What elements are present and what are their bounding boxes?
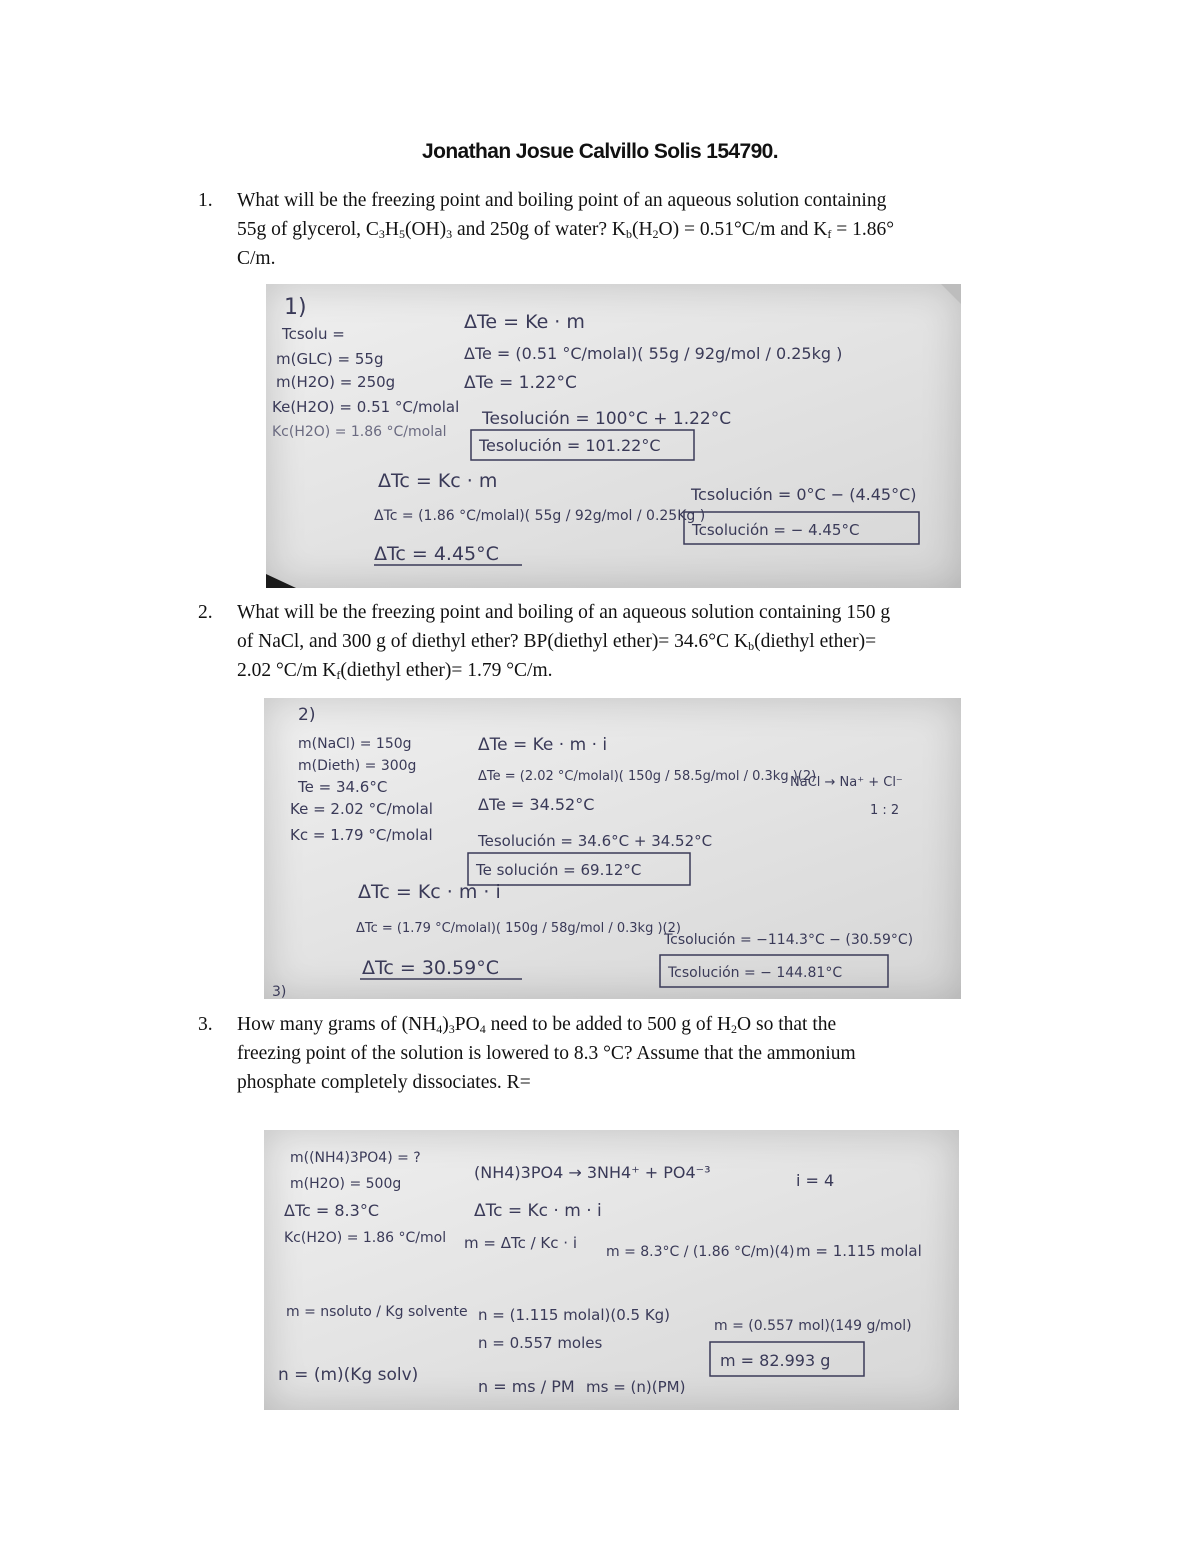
hw-line: m = ΔTc / Kc · i — [464, 1234, 577, 1252]
hw-line: n = 0.557 moles — [478, 1334, 603, 1352]
question-text — [237, 186, 1038, 273]
hw-line: Tesolución = 34.6°C + 34.52°C — [478, 832, 713, 850]
hw-line: n = (m)(Kg solv) — [278, 1365, 419, 1385]
hw-line: ΔTc = (1.79 °C/molal)( 150g / 58g/mol / 0.3kg )(2) — [356, 921, 681, 936]
question-line: C/m. — [237, 248, 276, 269]
hw-line: 1) — [284, 295, 307, 320]
question-line: 2.02 °C/m $K_f(diethyl$ ether)= 1.79 °C/m. — [237, 660, 553, 682]
hw-line: 3) — [272, 984, 287, 999]
question-line: freezing point of the solution is lowered to 8.3 °C? Assume that the ammonium — [237, 1043, 856, 1064]
hw-line: 1 : 2 — [870, 803, 900, 818]
question-2 — [198, 598, 1038, 685]
hw-line: m = nsoluto / Kg solvente — [286, 1304, 468, 1320]
hw-line: ΔTc = Kc · m · i — [358, 881, 501, 903]
hw-line: m((NH4)3PO4) = ? — [290, 1150, 421, 1166]
hw-line: m(H2O) = 500g — [290, 1176, 402, 1192]
hw-line: n = (1.115 molal)(0.5 Kg) — [478, 1306, 671, 1324]
hw-line: Tcsolución = −114.3°C − (30.59°C) — [664, 932, 914, 948]
hw-line: Ke = 2.02 °C/molal — [290, 800, 433, 818]
hw-line: m(GLC) = 55g — [276, 350, 384, 368]
hw-line: ΔTe = Ke · m — [464, 311, 585, 333]
hw-line: Tesolución = 101.22°C — [479, 436, 661, 455]
hw-line: m = 8.3°C / (1.86 °C/m)(4) — [606, 1244, 795, 1260]
hw-line: n = ms / PM — [478, 1377, 575, 1396]
hw-line: ΔTc = (1.86 °C/molal)( 55g / 92g/mol / 0.25Kg ) — [374, 508, 706, 524]
hw-line: Kc(H2O) = 1.86 °C/mol — [284, 1230, 447, 1246]
handwritten-solution-1 — [266, 284, 961, 588]
handwritten-solution-photo-3 — [264, 1130, 959, 1410]
question-line: What will be the freezing point and boiling point of an aqueous solution containing — [237, 190, 887, 211]
hw-line: ΔTc = Kc · m — [378, 470, 498, 492]
question-1 — [198, 186, 1038, 273]
question-line: What will be the freezing point and boiling of an aqueous solution containing 150 g — [237, 602, 891, 623]
hw-line: Tesolución = 100°C + 1.22°C — [482, 409, 732, 429]
question-text — [237, 598, 1038, 685]
hw-line: ΔTc = 8.3°C — [284, 1201, 379, 1220]
handwritten-solution-photo-1 — [266, 284, 961, 588]
handwritten-solution-3 — [264, 1130, 959, 1410]
hw-line: Tcsolución = 0°C − (4.45°C) — [691, 485, 917, 504]
hw-line: m(Dieth) = 300g — [298, 758, 417, 774]
handwritten-solution-2 — [264, 698, 961, 999]
hw-line: Ke(H2O) = 0.51 °C/molal — [272, 398, 460, 416]
hw-line: ΔTc = Kc · m · i — [474, 1201, 602, 1221]
hw-line: ms = (n)(PM) — [586, 1378, 686, 1396]
hw-line: (NH4)3PO4 → 3NH4⁺ + PO4⁻³ — [474, 1163, 711, 1182]
hw-line: m = (0.557 mol)(149 g/mol) — [714, 1318, 912, 1334]
hw-line: Tcsolución = − 144.81°C — [668, 965, 843, 981]
hw-line: m(NaCl) = 150g — [298, 736, 412, 752]
question-number: 2. — [198, 602, 213, 623]
hw-line: ΔTe = (2.02 °C/molal)( 150g / 58.5g/mol / 0.3kg )(2) — [478, 769, 817, 784]
hw-line: ΔTc = 30.59°C — [362, 957, 499, 979]
hw-line: ΔTe = 1.22°C — [464, 373, 577, 393]
hw-line: 2) — [298, 705, 316, 725]
hw-line: ΔTe = (0.51 °C/molal)( 55g / 92g/mol / 0.25kg ) — [464, 344, 843, 363]
hw-line: NaCl → Na⁺ + Cl⁻ — [790, 775, 903, 790]
question-number: 1. — [198, 190, 213, 211]
handwritten-solution-photo-2 — [264, 698, 961, 999]
hw-line: Te solución = 69.12°C — [476, 861, 642, 879]
hw-line: ΔTc = 4.45°C — [374, 543, 499, 565]
hw-line: i = 4 — [796, 1171, 835, 1190]
document-title: Jonathan Josue Calvillo Solis 154790. — [422, 140, 778, 163]
hw-line: Te = 34.6°C — [298, 778, 388, 796]
hw-line: Tcsolución = − 4.45°C — [692, 521, 860, 539]
hw-line: ΔTe = Ke · m · i — [478, 735, 608, 755]
hw-line: Kc(H2O) = 1.86 °C/molal — [272, 424, 447, 440]
question-line: How many grams of $(NH_4)_3PO_4$ need to be added to 500 g of $H_2O$ so that the — [237, 1014, 837, 1036]
question-3 — [198, 1010, 1038, 1097]
question-line: phosphate completely dissociates. R= — [237, 1072, 531, 1093]
hw-line: m = 82.993 g — [720, 1351, 831, 1370]
hw-line: Kc = 1.79 °C/molal — [290, 826, 433, 844]
hw-line: m = 1.115 molal — [796, 1242, 922, 1260]
question-line: of NaCl, and 300 g of diethyl ether? BP(diethyl ether)= 34.6°C $K_b(diethyl$ ether)= — [237, 631, 877, 653]
question-number: 3. — [198, 1014, 213, 1035]
hw-line: ΔTe = 34.52°C — [478, 795, 595, 814]
hw-line: Tcsolu = — [282, 325, 345, 343]
question-text — [237, 1010, 1038, 1097]
question-line: 55g of glycerol, $C_3H_5(OH)_3$ and 250g of water? $K_b(H_2O) = 0.51^\circ C/m$ and $K_f = 1.86^\circ$ — [237, 219, 895, 241]
hw-line: m(H2O) = 250g — [276, 373, 396, 391]
